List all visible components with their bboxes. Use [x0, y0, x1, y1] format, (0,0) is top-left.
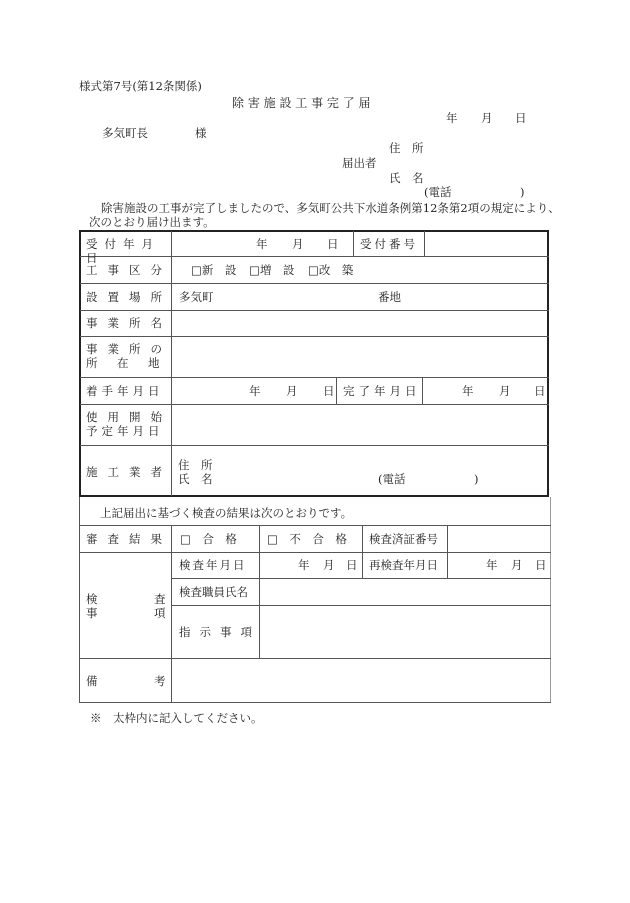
reception-number-label: 受付番号: [360, 237, 418, 251]
install-location-prefix: 多気町: [179, 290, 214, 304]
contractor-name-label: 氏 名: [178, 472, 213, 486]
applicant-name-label: 氏 名: [389, 171, 424, 185]
reception-number-input[interactable]: [425, 231, 548, 255]
start-date-day: 日: [323, 384, 335, 398]
reception-date-input[interactable]: [172, 231, 352, 255]
use-start-label-2: 予定年月日: [86, 424, 164, 438]
install-location-suffix: 番地: [378, 290, 401, 304]
construction-type-label: 工事区分: [86, 263, 172, 277]
business-name-label: 事業所名: [86, 316, 172, 330]
inspection-items-label-2b: 項: [154, 606, 166, 620]
review-result-label: 審査結果: [86, 532, 172, 546]
remarks-label-b: 考: [154, 674, 166, 688]
contractor-address-label: 住 所: [178, 458, 213, 472]
reinspection-date-input[interactable]: [448, 553, 550, 577]
reinspection-date-year: 年: [486, 558, 498, 572]
use-start-date-input[interactable]: [172, 405, 548, 444]
instructions-input[interactable]: [260, 606, 550, 657]
construction-type-renovation[interactable]: □改 築: [308, 263, 354, 277]
contractor-phone-label: (電話: [378, 472, 406, 486]
reception-date-day: 日: [327, 237, 339, 251]
header-date-year: 年: [446, 111, 458, 125]
reception-date-year: 年: [256, 237, 268, 251]
fail-checkbox[interactable]: □ 不 合 格: [267, 532, 347, 546]
construction-type-extension[interactable]: □増 設: [249, 263, 295, 277]
form-number: 様式第7号(第12条関係): [79, 79, 202, 93]
header-date-day: 日: [515, 111, 527, 125]
inspection-date-day: 日: [346, 558, 358, 572]
applicant-phone-close: ): [520, 185, 525, 199]
inspection-items-label-1b: 査: [154, 592, 166, 606]
start-date-year: 年: [249, 384, 261, 398]
inspector-name-label: 検査職員氏名: [179, 585, 248, 599]
inspection-date-month: 月: [323, 558, 335, 572]
install-location-label: 設置場所: [86, 290, 172, 304]
completion-date-day: 日: [534, 384, 546, 398]
reinspection-date-day: 日: [535, 558, 547, 572]
inspection-items-label-2a: 事: [86, 606, 98, 620]
business-name-input[interactable]: [172, 311, 548, 335]
contractor-label: 施工業者: [86, 465, 172, 479]
statement-line-2: 次のとおり届け出ます。: [89, 215, 215, 229]
applicant-address-label: 住 所: [389, 141, 424, 155]
start-date-label: 着手年月日: [86, 384, 164, 398]
use-start-label-1: 使用開始: [86, 410, 172, 424]
business-location-label-2: 所 在 地: [86, 356, 164, 370]
completion-date-year: 年: [462, 384, 474, 398]
inspection-items-label-1a: 検: [86, 592, 98, 606]
certificate-number-label: 検査済証番号: [369, 532, 438, 546]
start-date-input[interactable]: [172, 378, 335, 403]
applicant-phone-label: (電話: [424, 185, 452, 199]
form-title: 除 害 施 設 工 事 完 了 届: [232, 96, 371, 110]
reception-date-label: 受付年月日: [86, 237, 160, 265]
start-date-month: 月: [286, 384, 298, 398]
addressee: 多気町長: [102, 126, 148, 140]
pass-checkbox[interactable]: □ 合 格: [180, 532, 237, 546]
remarks-label-a: 備: [86, 674, 98, 688]
reinspection-date-month: 月: [511, 558, 523, 572]
inspection-date-year: 年: [298, 558, 310, 572]
inspection-intro: 上記届出に基づく検査の結果は次のとおりです。: [100, 506, 353, 520]
honorific: 様: [195, 126, 207, 140]
business-location-label-1: 事業所の: [86, 342, 172, 356]
completion-date-label: 完了年月日: [343, 384, 421, 398]
inspector-name-input[interactable]: [260, 579, 550, 604]
statement-line-1: 除害施設の工事が完了しましたので、多気町公共下水道条例第12条第2項の規定により、: [101, 201, 560, 215]
construction-type-new[interactable]: □新 設: [191, 263, 237, 277]
applicant-label: 届出者: [342, 156, 377, 170]
footer-note: ※ 太枠内に記入してください。: [90, 711, 263, 725]
inspection-date-input[interactable]: [260, 553, 361, 577]
remarks-input[interactable]: [172, 659, 550, 701]
install-location-input[interactable]: [220, 285, 370, 309]
reception-date-month: 月: [292, 237, 304, 251]
header-date-month: 月: [481, 111, 493, 125]
business-location-input[interactable]: [172, 337, 548, 376]
contractor-input[interactable]: [215, 446, 548, 495]
inspection-date-label: 検査年月日: [179, 558, 247, 572]
completion-date-month: 月: [499, 384, 511, 398]
completion-date-input[interactable]: [423, 378, 548, 403]
contractor-phone-close: ): [474, 472, 479, 486]
certificate-number-input[interactable]: [448, 526, 550, 551]
instructions-label: 指示事項: [179, 625, 261, 639]
reinspection-date-label: 再検査年月日: [369, 558, 438, 572]
